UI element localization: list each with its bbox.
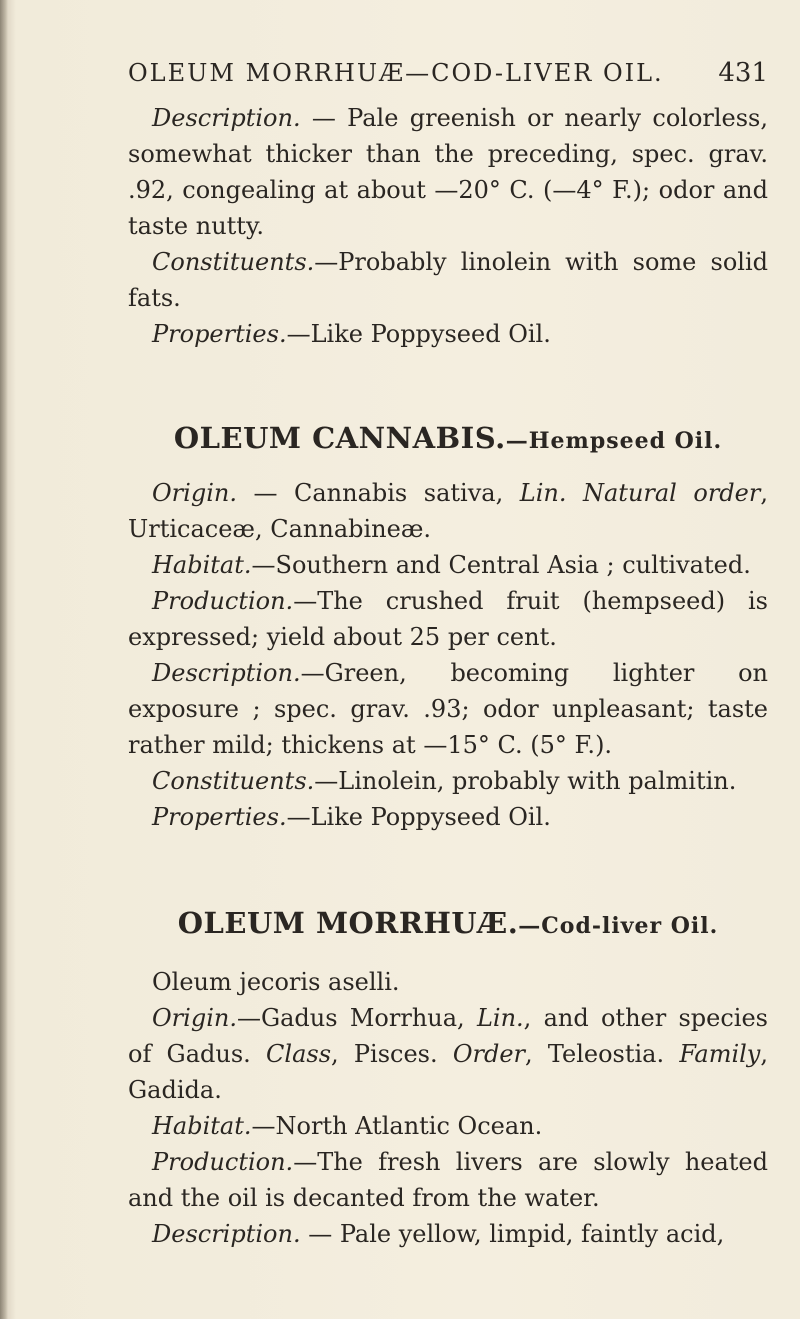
production-text: —The crushed fruit (hempseed) is expressed; yield about 25 per cent. — [128, 587, 768, 651]
description-text: — Pale greenish or nearly colorless, somewhat thicker than the preceding, spec. grav. .92, congealing at about —20° C. (—4° F.); odor and taste nutty. — [128, 104, 768, 240]
description-label: Description. — [152, 104, 301, 132]
habitat-text: —North Atlantic Ocean. — [251, 1112, 543, 1140]
constituents-label: Constituents. — [152, 767, 315, 795]
description-label: Description. — [152, 1220, 301, 1248]
order-text: , Teleostia. — [525, 1040, 680, 1068]
page-text — [128, 100, 768, 1252]
properties-label: Properties. — [152, 320, 287, 348]
origin-lin: Lin. — [519, 479, 567, 507]
production-label: Production. — [152, 587, 294, 615]
running-title: OLEUM MORRHUÆ—COD-LIVER OIL. — [128, 59, 664, 87]
paragraph-cannabis-origin — [128, 475, 768, 547]
origin-space — [566, 479, 583, 507]
properties-text: —Like Poppyseed Oil. — [286, 320, 551, 348]
origin-species-text: , and other species of Gadus. — [128, 1004, 768, 1068]
origin-label: Origin. — [152, 479, 237, 507]
paragraph-morrhuae-description — [128, 1216, 768, 1252]
paragraph-morrhuae-production — [128, 1144, 768, 1216]
paragraph-properties — [128, 316, 768, 352]
constituents-text: —Probably linolein with some solid fats. — [128, 248, 768, 312]
page-spine-shadow — [0, 0, 8, 1319]
origin-label: Origin. — [152, 1004, 237, 1032]
origin-order-text: , Urticaceæ, Cannabineæ. — [128, 479, 768, 543]
description-text: — Pale yellow, limpid, faintly acid, — [300, 1220, 725, 1248]
description-label: Description. — [152, 659, 301, 687]
heading-cannabis-small: —Hempseed Oil. — [505, 428, 723, 454]
constituents-label: Constituents. — [152, 248, 315, 276]
habitat-text: —Southern and Central Asia ; cultivated. — [251, 551, 751, 579]
paragraph-cannabis-constituents — [128, 763, 768, 799]
properties-text: —Like Poppyseed Oil. — [286, 803, 551, 831]
heading-morrhuae-small: —Cod-liver Oil. — [518, 913, 719, 939]
heading-cannabis-main: OLEUM CANNABIS. — [173, 421, 506, 455]
paragraph-cannabis-description — [128, 655, 768, 763]
class-label: Class — [266, 1040, 332, 1068]
origin-text: —Gadus Morrhua, — [236, 1004, 477, 1032]
origin-natural-order-label: Natural order — [582, 479, 761, 507]
paragraph-morrhuae-synonym — [128, 964, 768, 1000]
production-label: Production. — [152, 1148, 294, 1176]
paragraph-cannabis-properties — [128, 799, 768, 835]
synonym-text: Oleum jecoris aselli. — [152, 968, 400, 996]
paragraph-morrhuae-origin — [128, 1000, 768, 1108]
description-text: —Green, becoming lighter on exposure ; spec. grav. .93; odor unpleasant; taste rather mild; thickens at —15° C. (5° F.). — [128, 659, 768, 759]
paragraph-description — [128, 100, 768, 244]
constituents-text: —Linolein, probably with palmitin. — [314, 767, 737, 795]
order-label: Order — [452, 1040, 526, 1068]
paragraph-constituents — [128, 244, 768, 316]
class-text: , Pisces. — [331, 1040, 453, 1068]
production-text: —The fresh livers are slowly heated and the oil is decanted from the water. — [128, 1148, 768, 1212]
paragraph-cannabis-production — [128, 583, 768, 655]
origin-text: — Cannabis sativa, — [236, 479, 520, 507]
properties-label: Properties. — [152, 803, 287, 831]
paragraph-cannabis-habitat — [128, 547, 768, 583]
page-number: 431 — [718, 58, 768, 88]
paragraph-morrhuae-habitat — [128, 1108, 768, 1144]
heading-oleum-morrhuae — [128, 835, 768, 964]
family-text: , Gadida. — [128, 1040, 768, 1104]
running-head — [128, 56, 768, 90]
origin-lin: Lin. — [476, 1004, 524, 1032]
family-label: Family — [679, 1040, 761, 1068]
habitat-label: Habitat. — [152, 1112, 252, 1140]
heading-morrhuae-main: OLEUM MORRHUÆ. — [177, 906, 519, 940]
habitat-label: Habitat. — [152, 551, 252, 579]
heading-oleum-cannabis — [128, 352, 768, 475]
